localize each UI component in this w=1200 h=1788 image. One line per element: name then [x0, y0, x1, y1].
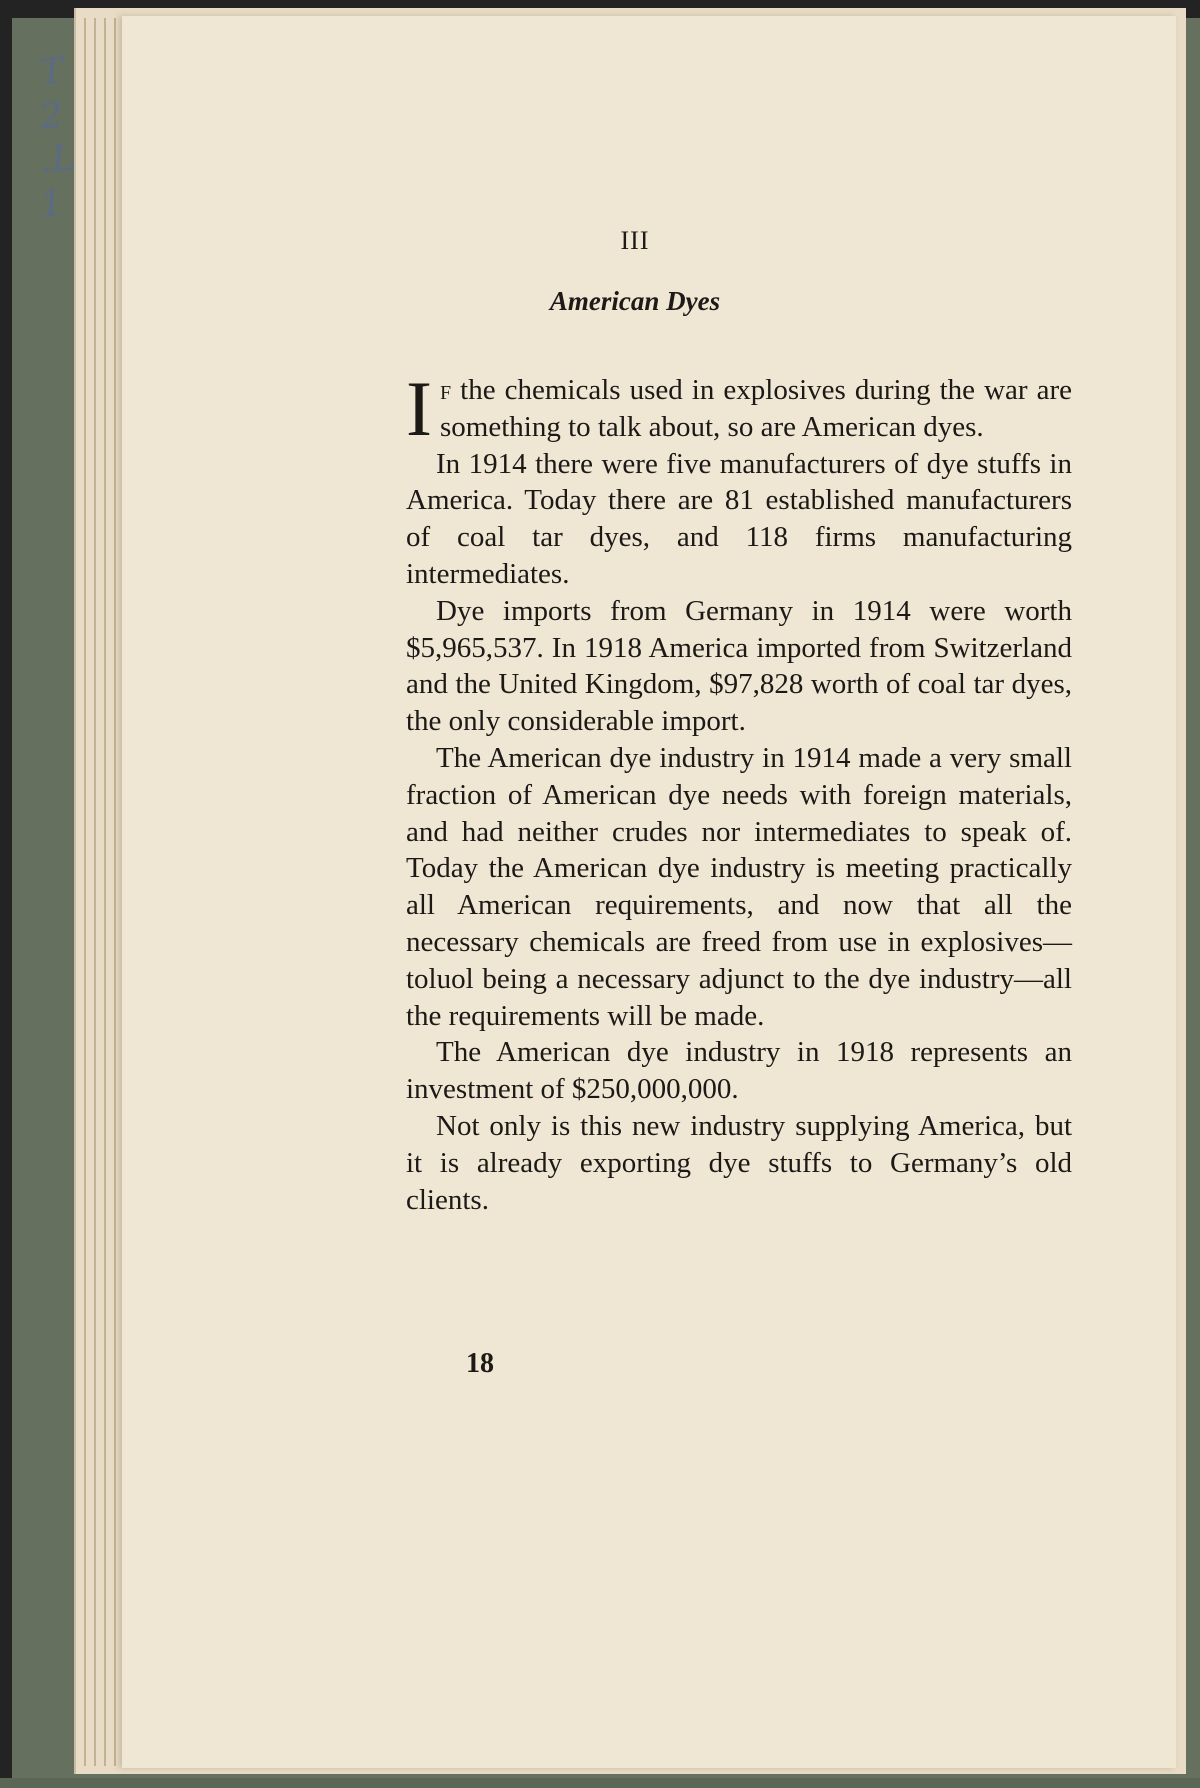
page-edge-line	[114, 18, 116, 1766]
paragraph: The American dye industry in 1914 made a very small fraction of American dye needs with foreign materials, and had neither crudes nor intermediates to speak of. Today the American dye industry is meeting practically all American requirements, and now that all the necessary chemicals are freed from use in explosives—toluol being a necessary adjunct to the dye industry—all the requirements will be made.	[406, 741, 1072, 1032]
chapter-title: American Dyes	[549, 286, 721, 316]
paragraph	[406, 365, 1072, 452]
paragraph: Dye imports from Germany in 1914 were worth $5,965,537. In 1918 America imported from Switzerland and the United Kingdom, $97,828 worth of coal tar dyes, the only considerable import.	[406, 594, 1072, 738]
small-caps-text: f	[439, 374, 452, 406]
page-edge-line	[84, 18, 86, 1766]
paragraph: Not only is this new industry supplying America, but it is already exporting dye stuffs to Germany’s old clients.	[406, 1109, 1072, 1216]
margin-note-line: 1	[37, 182, 65, 226]
margin-note-line: .L	[37, 137, 78, 182]
paragraph-text: the chemicals used in explosives during the war are something to talk about, so are American dyes.	[439, 374, 1072, 443]
margin-note-line: T	[37, 50, 67, 94]
body-text	[406, 365, 1072, 1218]
page-edge-line	[94, 18, 96, 1766]
page-number: 18	[466, 1348, 494, 1379]
cover-bottom-edge	[0, 1778, 1200, 1788]
paragraph: In 1914 there were five manufacturers of dye stuffs in America. Today there are 81 established manufacturers of coal tar dyes, and 118 firms manufacturing intermediates.	[406, 447, 1072, 590]
margin-note-line: 2	[37, 94, 65, 138]
page-edge-line	[104, 18, 106, 1766]
paragraph: The American dye industry in 1918 represents an investment of $250,000,000.	[406, 1036, 1072, 1106]
drop-cap: I	[406, 365, 432, 452]
chapter-number: III	[620, 226, 650, 255]
